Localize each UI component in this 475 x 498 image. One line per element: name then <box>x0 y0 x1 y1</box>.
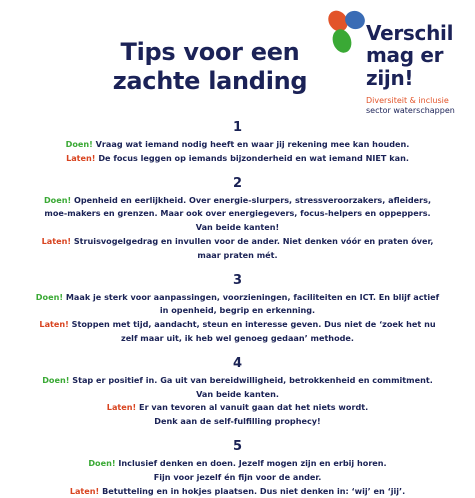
page-title <box>100 38 320 96</box>
tip-text: in openheid, begrip en erkenning. <box>159 305 316 316</box>
tip-line <box>0 471 475 485</box>
tip-line <box>0 235 475 249</box>
title-line-2: zachte landing <box>112 67 308 95</box>
laten-label: Laten! <box>41 235 72 246</box>
tip-text: Struisvogelgedrag en invullen voor de ander. Niet denken vóór en praten óver, <box>71 235 434 246</box>
tip-line <box>0 318 475 332</box>
doen-label: Doen! <box>65 139 93 149</box>
tip-line <box>0 138 475 152</box>
tip-text: zelf maar uit, ik heb wel genoeg gedaan’ methode. <box>120 332 354 343</box>
doen-label: Doen! <box>43 194 72 205</box>
tip-line <box>0 152 475 166</box>
doen-label: Doen! <box>35 291 64 302</box>
tip-text: maar praten mét. <box>197 249 278 260</box>
tip-text: Inclusief denken en doen. Jezelf mogen zijn en erbij horen. <box>115 457 387 468</box>
tip-number: 3 <box>232 272 243 288</box>
tip-line <box>0 401 475 415</box>
tip-text: Stoppen met tijd, aandacht, steun en interesse geven. Dus niet de ‘zoek het nu <box>68 319 436 330</box>
tip-text: De focus leggen op iemands bijzonderheid en wat iemand NIET kan. <box>95 152 409 163</box>
tip-line <box>0 457 475 471</box>
tip-text: Denk aan de self-fulfilling prophecy! <box>154 416 321 427</box>
title-line-1: Tips voor een <box>120 38 300 66</box>
tip-3 <box>0 273 475 346</box>
tip-text: Stap er positief in. Ga uit van bereidwilligheid, betrokkenheid en commitment. <box>69 374 433 385</box>
tip-line <box>0 374 475 388</box>
logo-subtitle-diversiteit: Diversiteit & inclusie <box>366 96 449 105</box>
laten-label: Laten! <box>66 152 96 163</box>
tip-line <box>0 249 475 263</box>
tip-line <box>0 388 475 402</box>
tip-line <box>0 291 475 305</box>
tip-text: Openheid en eerlijkheid. Over energie-slurpers, stressveroorzakers, afleiders, <box>71 194 432 205</box>
tip-text: moe-makers en grenzen. Maar ook over energiegevers, focus-helpers en oppeppers. <box>44 208 431 219</box>
tip-line <box>0 415 475 429</box>
doen-label: Doen! <box>88 457 116 468</box>
logo-text-line-2: mag er <box>366 43 444 67</box>
logo-text-line-1: Verschil <box>366 21 454 45</box>
tip-number: 4 <box>232 355 243 371</box>
tip-text: Betutteling en in hokjes plaatsen. Dus niet denken in: ‘wij’ en ‘jij’. <box>99 485 406 496</box>
tip-text: Er van tevoren al vanuit gaan dat het niets wordt. <box>136 402 369 413</box>
tip-number: 5 <box>232 438 243 454</box>
tip-text: Van beide kanten. <box>196 388 279 399</box>
logo-subtitle-sector: sector waterschappen <box>366 106 455 115</box>
tip-line <box>0 207 475 221</box>
laten-label: Laten! <box>69 485 100 496</box>
tip-text: Van beide kanten! <box>195 222 280 233</box>
laten-label: Laten! <box>106 402 137 413</box>
doen-label: Doen! <box>42 374 70 385</box>
logo-green-petal <box>329 27 354 56</box>
tip-4 <box>0 356 475 429</box>
tip-5 <box>0 439 475 498</box>
tip-number: 1 <box>232 120 243 135</box>
logo-blue-petal <box>343 8 368 32</box>
tip-text: Fijn voor jezelf én fijn voor de ander. <box>153 471 322 482</box>
tip-2 <box>0 176 475 263</box>
tip-1 <box>0 120 475 166</box>
verschil-mag-er-zijn-logo <box>326 8 474 133</box>
tip-line <box>0 194 475 208</box>
tip-line <box>0 304 475 318</box>
laten-label: Laten! <box>39 319 69 330</box>
tip-number: 2 <box>232 175 243 191</box>
tip-line <box>0 332 475 346</box>
tip-text: Vraag wat iemand nodig heeft en waar jij rekening mee kan houden. <box>92 139 410 149</box>
tip-text: Maak je sterk voor aanpassingen, voorzieningen, faciliteiten en ICT. En blijf actief <box>63 291 440 302</box>
tips-list <box>0 120 475 498</box>
tip-line <box>0 485 475 498</box>
tip-line <box>0 221 475 235</box>
logo-text-line-3: zijn! <box>366 66 414 90</box>
